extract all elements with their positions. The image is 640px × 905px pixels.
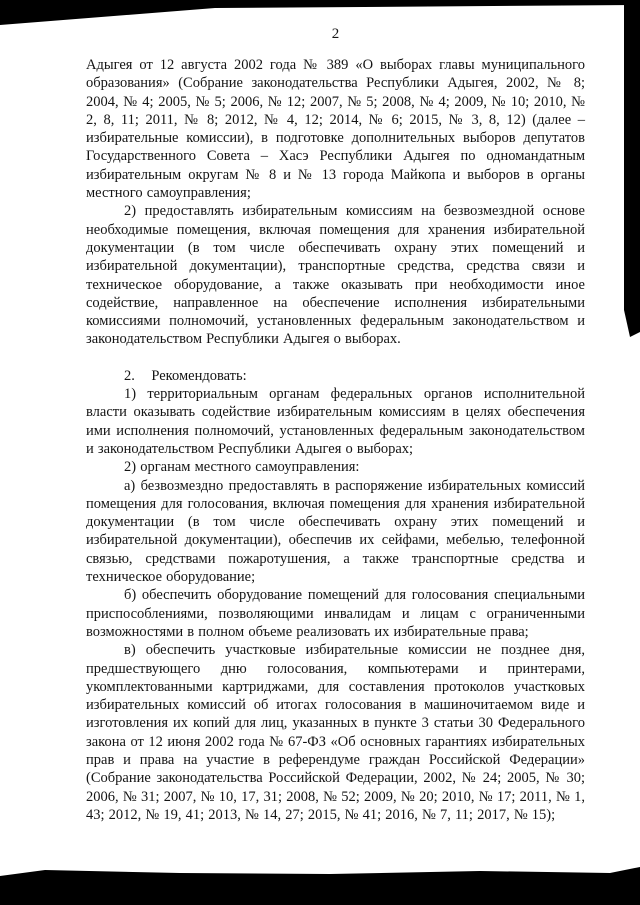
paragraph: 2) предоставлять избирательным комиссиям на безвозмездной основе необходимые помещения, включая помещения для хранения избирательной документации (в том числе обеспечивать охрану этих помещений и избирательной документации), транспортные средства, средства связи и техническое оборудование, а также оказывать при необходимости иное содействие, направленное на обеспечение исполнения избирательными комиссиями полномочий, установленных федеральным законодательством и законодательством Республики Адыгея о выборах. [86,203,585,348]
document-body [86,26,585,824]
paragraph: в) обеспечить участковые избирательные комиссии не позднее дня, предшествующего дню голосования, компьютерами и принтерами, укомплектованными картриджами, для составления протоколов участковых избирательных комиссий об итогах голосования в машиночитаемом виде и изготовления их копий для лиц, указанных в пункте 3 статьи 30 Федерального закона от 12 июня 2002 года № 67-ФЗ «Об основных гарантиях избирательных прав и права на участие в референдуме граждан Российской Федерации» (Собрание законодательства Российской Федерации, 2002, № 24; 2005, № 30; 2006, № 31; 2007, № 10, 17, 31; 2008, № 52; 2009, № 20; 2010, № 17; 2011, № 1, 43; 2012, № 19, 41; 2013, № 14, 27; 2015, № 41; 2016, № 7, 11; 2017, № 15); [86,642,585,823]
paragraph: 1) территориальным органам федеральных органов исполнительной власти оказывать содействие избирательным комиссиям в целях обеспечения ими исполнения полномочий, установленных федеральным законодательством и законодательством Республики Адыгея о выборах; [86,386,585,457]
paragraph: б) обеспечить оборудование помещений для голосования специальными приспособлениями, позволяющими инвалидам и лицам с ограниченными возможностями в полном объеме реализовать их избирательные права; [86,587,585,640]
paragraph: 2. Рекомендовать: [124,367,247,384]
paragraph: Адыгея от 12 августа 2002 года № 389 «О выборах главы муниципального образования» (Собрание законодательства Республики Адыгея, 2002, № 8; 2004, № 4; 2005, № 5; 2006, № 12; 2007, № 5; 2008, № 4; 2009, № 10; 2010, № 2, 8, 11; 2011, № 8; 2012, № 4, 12; 2014, № 6; 2015, № 3, 8, 12) (далее – избирательные комиссии), в подготовке дополнительных выборов депутатов Государственного Совета – Хасэ Республики Адыгея по одномандатным избирательным округам № 8 и № 13 города Майкопа и выборов в органы местного самоуправления; [86,57,585,202]
paragraph: 2) органам местного самоуправления: [124,459,360,476]
page-number: 2 [331,26,340,42]
paragraph: а) безвозмездно предоставлять в распоряжение избирательных комиссий помещения для голосования, включая помещения для хранения избирательной документации (в том числе обеспечивать охрану этих помещений и избирательной документации), обеспечив их сейфами, мебелью, телефонной связью, средствами пожаротушения, а также транспортные средства и техническое оборудование; [86,477,585,586]
scan-artifact-top [0,0,640,25]
scan-artifact-right [624,0,640,337]
scan-artifact-bottom [0,867,640,905]
